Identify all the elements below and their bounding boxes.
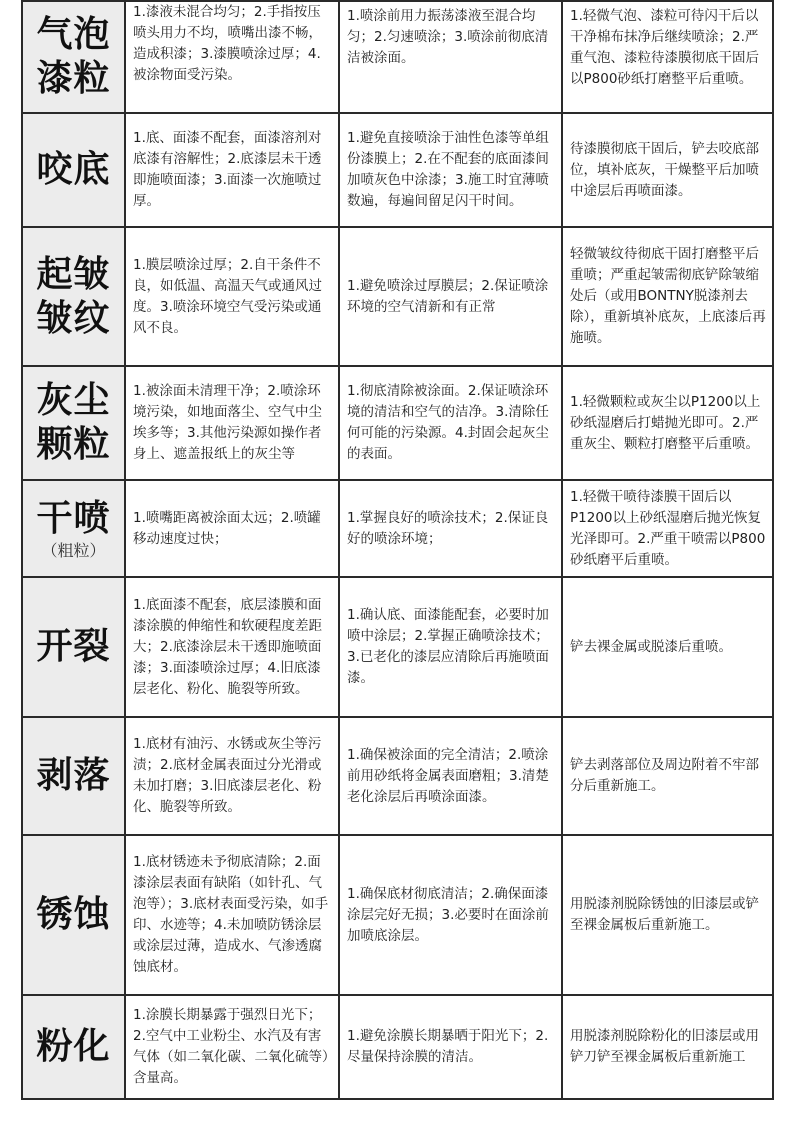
table-row	[22, 227, 773, 366]
cause-cell: 1.底材有油污、水锈或灰尘等污渍；2.底材金属表面过分光滑或未加打磨；3.旧底漆层老化、粉化、脆裂等所致。	[125, 717, 339, 835]
defect-name-line: 起皱	[36, 253, 111, 295]
remedy-cell: 1.轻微干喷待漆膜干固后以P1200以上砂纸湿磨后抛光恢复光泽即可。2.严重干喷需以P800砂纸磨平后重喷。	[562, 480, 773, 577]
defect-name-line: 剥落	[36, 755, 111, 796]
remedy-cell: 1.轻微颗粒或灰尘以P1200以上砂纸湿磨后打蜡抛光即可。2.严重灰尘、颗粒打磨整平后重喷。	[562, 366, 773, 480]
defect-name-cell	[22, 577, 125, 717]
cause-cell: 1.喷嘴距离被涂面太远；2.喷罐移动速度过快；	[125, 480, 339, 577]
remedy-cell: 1.轻微气泡、漆粒可待闪干后以干净棉布抹净后继续喷涂；2.严重气泡、漆粒待漆膜彻底干固后以P800砂纸打磨整平后重喷。	[562, 1, 773, 113]
prevention-cell: 1.确保被涂面的完全清洁；2.喷涂前用砂纸将金属表面磨粗；3.清楚老化涂层后再喷涂面漆。	[339, 717, 562, 835]
table-row	[22, 835, 773, 995]
table-row	[22, 717, 773, 835]
cause-cell: 1.涂膜长期暴露于强烈日光下；2.空气中工业粉尘、水汽及有害气体（如二氧化碳、二氧化硫等）含量高。	[125, 995, 339, 1099]
defect-name-cell	[22, 366, 125, 480]
table-row	[22, 1, 773, 113]
table-row	[22, 366, 773, 480]
defect-name-cell	[22, 227, 125, 366]
prevention-cell: 1.掌握良好的喷涂技术；2.保证良好的喷涂环境；	[339, 480, 562, 577]
table-row	[22, 577, 773, 717]
defect-name-line: 灰尘	[36, 380, 111, 421]
defect-name-cell	[22, 480, 125, 577]
prevention-cell: 1.避免涂膜长期暴晒于阳光下；2.尽量保持涂膜的清洁。	[339, 995, 562, 1099]
defect-name-cell	[22, 1, 125, 113]
prevention-cell: 1.确保底材彻底清洁；2.确保面漆涂层完好无损；3.必要时在面涂前加喷底涂层。	[339, 835, 562, 995]
defect-name-cell	[22, 995, 125, 1099]
defect-name-line: 开裂	[36, 626, 111, 667]
remedy-cell: 用脱漆剂脱除锈蚀的旧漆层或铲至裸金属板后重新施工。	[562, 835, 773, 995]
remedy-cell: 待漆膜彻底干固后，铲去咬底部位，填补底灰，干燥整平后加喷中途层后再喷面漆。	[562, 113, 773, 227]
defect-name-note: （粗粒）	[41, 540, 106, 560]
table-row	[22, 113, 773, 227]
prevention-cell: 1.喷涂前用力振荡漆液至混合均匀；2.匀速喷涂；3.喷涂前彻底清洁被涂面。	[339, 1, 562, 113]
defect-name-line: 气泡	[36, 14, 111, 55]
table-row	[22, 995, 773, 1099]
remedy-cell: 轻微皱纹待彻底干固打磨整平后重喷；严重起皱需彻底铲除皱缩处后（或用BONTNY脱漆剂去除），重新填补底灰，上底漆后再施喷。	[562, 227, 773, 366]
prevention-cell: 1.避免直接喷涂于油性色漆等单组份漆膜上；2.在不配套的底面漆间加喷灰色中涂漆；3.施工时宜薄喷数遍，每遍间留足闪干时间。	[339, 113, 562, 227]
defect-name-cell	[22, 835, 125, 995]
remedy-cell: 铲去剥落部位及周边附着不牢部分后重新施工。	[562, 717, 773, 835]
prevention-cell: 1.彻底清除被涂面。2.保证喷涂环境的清洁和空气的洁净。3.清除任何可能的污染源。4.封固会起灰尘的表面。	[339, 366, 562, 480]
remedy-cell: 铲去裸金属或脱漆后重喷。	[562, 577, 773, 717]
defect-table	[21, 0, 774, 1100]
prevention-cell: 1.避免喷涂过厚膜层；2.保证喷涂环境的空气清新和有正常	[339, 227, 562, 366]
prevention-cell: 1.确认底、面漆能配套，必要时加喷中涂层；2.掌握正确喷涂技术；3.已老化的漆层应清除后再施喷面漆。	[339, 577, 562, 717]
defect-name-cell	[22, 717, 125, 835]
defect-name-line: 漆粒	[36, 58, 111, 99]
cause-cell: 1.被涂面未清理干净；2.喷涂环境污染，如地面落尘、空气中尘埃多等；3.其他污染源如操作者身上、遮盖报纸上的灰尘等	[125, 366, 339, 480]
cause-cell: 1.底面漆不配套，底层漆膜和面漆涂膜的伸缩性和软硬程度差距大；2.底漆涂层未干透即施喷面漆；3.面漆喷涂过厚；4.旧底漆层老化、粉化、脆裂等所致。	[125, 577, 339, 717]
remedy-cell: 用脱漆剂脱除粉化的旧漆层或用铲刀铲至裸金属板后重新施工	[562, 995, 773, 1099]
defect-name-line: 锈蚀	[36, 894, 111, 935]
defect-name-line: 颗粒	[36, 424, 111, 465]
defect-name-line: 咬底	[36, 149, 111, 190]
cause-cell: 1.漆液未混合均匀；2.手指按压喷头用力不均，喷嘴出漆不畅，造成积漆；3.漆膜喷涂过厚；4.被涂物面受污染。	[125, 1, 339, 113]
defect-name-line: 粉化	[36, 1026, 111, 1067]
defect-name-cell	[22, 113, 125, 227]
cause-cell: 1.底材锈迹未予彻底清除；2.面漆涂层表面有缺陷（如针孔、气泡等）；3.底材表面受污染，如手印、水迹等；4.未加喷防锈涂层或涂层过薄，造成水、气渗透腐蚀底材。	[125, 835, 339, 995]
defect-name-line: 干喷	[36, 497, 111, 539]
cause-cell: 1.膜层喷涂过厚；2.自干条件不良，如低温、高温天气或通风过度。3.喷涂环境空气受污染或通风不良。	[125, 227, 339, 366]
cause-cell: 1.底、面漆不配套，面漆溶剂对底漆有溶解性；2.底漆层未干透即施喷面漆；3.面漆一次施喷过厚。	[125, 113, 339, 227]
table-row	[22, 480, 773, 577]
defect-name-line: 皱纹	[36, 297, 111, 339]
